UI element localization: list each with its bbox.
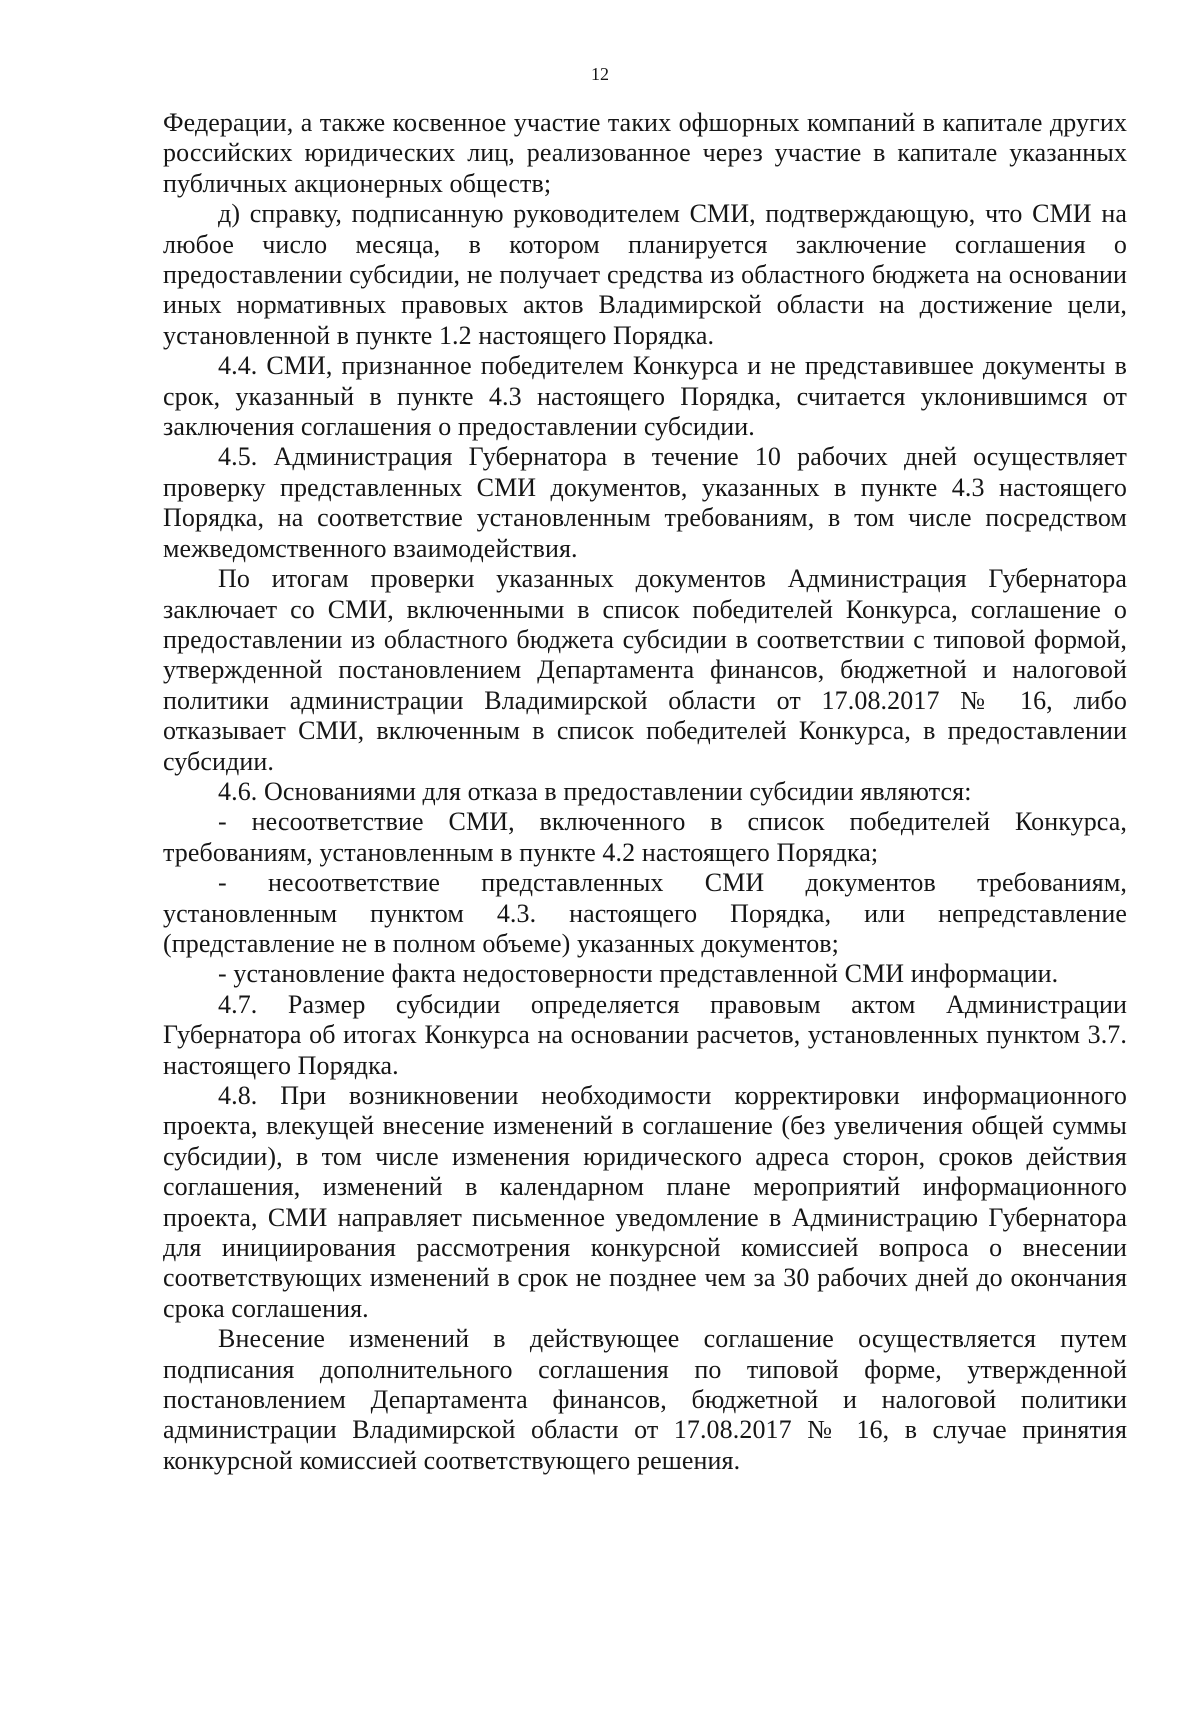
- paragraph-4-6-item-3: - установление факта недостоверности представленной СМИ информации.: [218, 959, 1059, 989]
- paragraph-4-8-amendments: Внесение изменений в действующее соглашение осуществляется путем подписания дополнительного соглашения по типовой форме, утвержденной постановлением Департамента финансов, бюджетной и налоговой политики администрации Владимирской области от 17.08.2017 № 16, в случае принятия конкурсной комиссией соответствующего решения.: [163, 1324, 1127, 1475]
- paragraph-4-8: 4.8. При возникновении необходимости корректировки информационного проекта, влекущей внесение изменений в соглашение (без увеличения общей суммы субсидии), в том числе изменения юридического адреса сторон, сроков действия соглашения, изменений в календарном плане мероприятий информационного проекта, СМИ направляет письменное уведомление в Администрацию Губернатора для инициирования рассмотрения конкурсной комиссией вопроса о внесении соответствующих изменений в срок не позднее чем за 30 рабочих дней до окончания срока соглашения.: [163, 1081, 1127, 1323]
- page-number: 12: [591, 64, 609, 84]
- paragraph-4-7: 4.7. Размер субсидии определяется правовым актом Администрации Губернатора об итогах Конкурса на основании расчетов, установленных пунктом 3.7. настоящего Порядка.: [163, 989, 1127, 1080]
- paragraph-4-5: 4.5. Администрация Губернатора в течение 10 рабочих дней осуществляет проверку представленных СМИ документов, указанных в пункте 4.3 настоящего Порядка, на соответствие установленным требованиям, в том числе посредством межведомственного взаимодействия.: [163, 442, 1127, 563]
- paragraph-4-5-results: По итогам проверки указанных документов Администрация Губернатора заключает со СМИ, включенными в список победителей Конкурса, соглашение о предоставлении из областного бюджета субсидии в соответствии с типовой формой, утвержденной постановлением Департамента финансов, бюджетной и налоговой политики администрации Владимирской области от 17.08.2017 № 16, либо отказывает СМИ, включенным в список победителей Конкурса, в предоставлении субсидии.: [163, 564, 1127, 776]
- document-body: [163, 108, 1127, 1476]
- paragraph-continuation: Федерации, а также косвенное участие таких офшорных компаний в капитале других российских юридических лиц, реализованное через участие в капитале указанных публичных акционерных обществ;: [163, 108, 1127, 198]
- paragraph-4-6-item-1: - несоответствие СМИ, включенного в список победителей Конкурса, требованиям, установленным в пункте 4.2 настоящего Порядка;: [163, 807, 1127, 867]
- paragraph-4-4: 4.4. СМИ, признанное победителем Конкурса и не представившее документы в срок, указанный в пункте 4.3 настоящего Порядка, считается уклонившимся от заключения соглашения о предоставлении субсидии.: [163, 351, 1127, 442]
- paragraph-4-6: 4.6. Основаниями для отказа в предоставлении субсидии являются:: [218, 776, 972, 806]
- paragraph-4-6-item-2: - несоответствие представленных СМИ документов требованиям, установленным пунктом 4.3. настоящего Порядка, или непредставление (представление не в полном объеме) указанных документов;: [163, 868, 1127, 958]
- paragraph-item-d: д) справку, подписанную руководителем СМИ, подтверждающую, что СМИ на любое число месяца, в котором планируется заключение соглашения о предоставлении субсидии, не получает средства из областного бюджета на основании иных нормативных правовых актов Владимирской области на достижение цели, установленной в пункте 1.2 настоящего Порядка.: [163, 199, 1127, 350]
